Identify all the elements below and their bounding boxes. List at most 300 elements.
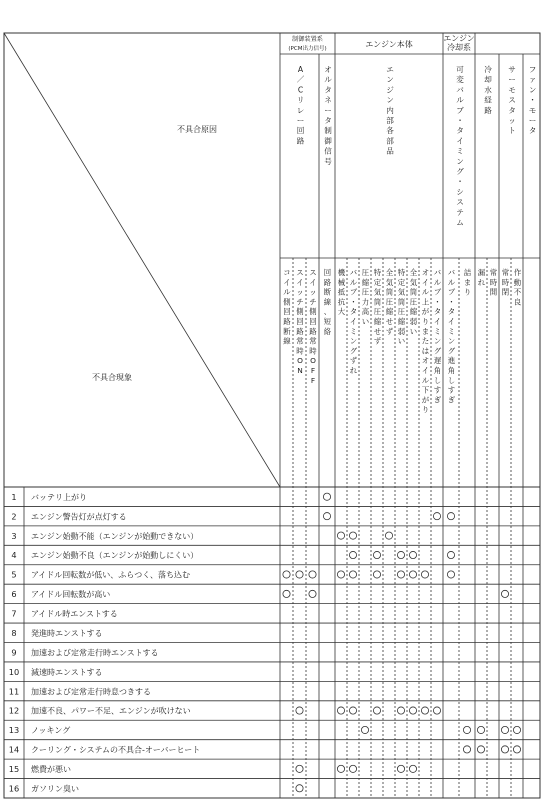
svg-text:路: 路 bbox=[309, 326, 317, 336]
svg-text:短: 短 bbox=[323, 317, 332, 326]
svg-text:筒: 筒 bbox=[409, 287, 418, 297]
svg-text:チ: チ bbox=[309, 297, 317, 307]
mark-circle bbox=[447, 571, 454, 578]
mark-circle bbox=[433, 513, 440, 520]
svg-text:全: 全 bbox=[385, 268, 394, 277]
mark-circle bbox=[513, 726, 520, 733]
svg-text:上: 上 bbox=[421, 297, 430, 307]
svg-text:経: 経 bbox=[484, 95, 492, 105]
mark-circle bbox=[296, 785, 303, 792]
svg-text:ミ: ミ bbox=[349, 326, 358, 336]
symptom-label: 加速および定常走行時息つきする bbox=[31, 687, 151, 697]
cause-label bbox=[309, 268, 317, 385]
mark-circle bbox=[309, 590, 316, 597]
symptom-label: アイドル時エンストする bbox=[31, 609, 118, 619]
svg-text:定: 定 bbox=[373, 277, 382, 287]
svg-text:断: 断 bbox=[323, 287, 332, 297]
symptom-label: 加速および定常走行時エンストする bbox=[31, 648, 159, 658]
mark-circle bbox=[349, 571, 356, 578]
symptom-label: ノッキング bbox=[31, 726, 71, 736]
cause-label bbox=[386, 268, 394, 336]
symptom-label: 燃費が悪い bbox=[31, 765, 71, 775]
svg-text:水: 水 bbox=[484, 85, 492, 95]
svg-text:高: 高 bbox=[361, 307, 370, 317]
svg-text:タ: タ bbox=[508, 105, 516, 115]
svg-text:た: た bbox=[421, 336, 430, 346]
svg-text:圧: 圧 bbox=[385, 297, 394, 307]
svg-text:オ: オ bbox=[421, 268, 430, 277]
svg-text:詰: 詰 bbox=[463, 268, 472, 277]
cause-label bbox=[296, 268, 304, 375]
cause-label bbox=[490, 268, 498, 297]
svg-text:時: 時 bbox=[501, 277, 510, 287]
svg-text:し: し bbox=[447, 375, 456, 385]
svg-text:断: 断 bbox=[283, 326, 291, 336]
svg-text:イ: イ bbox=[309, 277, 317, 287]
svg-text:部: 部 bbox=[386, 116, 394, 125]
symptom-label: 発進時エンストする bbox=[31, 628, 103, 638]
svg-text:ブ: ブ bbox=[433, 287, 442, 297]
cause-label bbox=[448, 268, 456, 404]
svg-text:・: ・ bbox=[447, 297, 456, 307]
svg-text:側: 側 bbox=[309, 307, 317, 317]
svg-text:グ: グ bbox=[433, 346, 442, 356]
svg-text:れ: れ bbox=[477, 277, 486, 287]
mark-circle bbox=[409, 765, 416, 772]
svg-text:す: す bbox=[447, 385, 456, 395]
svg-text:エ: エ bbox=[386, 65, 394, 74]
mark-circle bbox=[309, 571, 316, 578]
svg-text:タ: タ bbox=[349, 307, 358, 317]
subcolumn-label bbox=[529, 65, 537, 135]
subcolumn-label bbox=[386, 65, 394, 156]
mark-circle bbox=[337, 532, 344, 539]
mark-circle bbox=[337, 571, 344, 578]
svg-text:い: い bbox=[397, 336, 406, 346]
row-number: 9 bbox=[11, 647, 17, 658]
cause-label bbox=[362, 268, 370, 326]
symptom-label: アイドル回転数が低い、ふらつく、落ち込む bbox=[31, 570, 191, 580]
svg-text:バ: バ bbox=[433, 268, 442, 277]
svg-text:縮: 縮 bbox=[397, 317, 406, 326]
mark-circle bbox=[397, 571, 404, 578]
svg-text:タ: タ bbox=[324, 116, 332, 125]
svg-text:ン: ン bbox=[447, 336, 456, 346]
svg-text:A: A bbox=[297, 65, 304, 74]
svg-text:開: 開 bbox=[489, 287, 498, 297]
svg-text:大: 大 bbox=[337, 307, 346, 317]
mark-circle bbox=[337, 707, 344, 714]
svg-text:C: C bbox=[297, 85, 304, 95]
mark-circle bbox=[373, 571, 380, 578]
mark-circle bbox=[373, 707, 380, 714]
symptom-axis-label: 不具合現象 bbox=[92, 373, 132, 382]
svg-text:タ: タ bbox=[528, 126, 537, 136]
svg-text:・: ・ bbox=[456, 116, 464, 125]
svg-text:せ: せ bbox=[373, 326, 382, 336]
svg-text:進: 進 bbox=[447, 356, 456, 366]
svg-text:ミ: ミ bbox=[433, 326, 442, 336]
svg-text:F: F bbox=[310, 375, 316, 385]
svg-text:シ: シ bbox=[456, 187, 464, 197]
svg-text:路: 路 bbox=[484, 105, 492, 115]
svg-text:ス: ス bbox=[456, 197, 464, 207]
svg-text:弱: 弱 bbox=[397, 326, 406, 336]
svg-text:し: し bbox=[433, 375, 442, 385]
svg-text:回: 回 bbox=[296, 126, 305, 136]
mark-circle bbox=[421, 707, 428, 714]
row-number: 8 bbox=[11, 627, 17, 638]
svg-text:ミ: ミ bbox=[447, 326, 456, 336]
cause-label bbox=[434, 268, 442, 404]
svg-text:却: 却 bbox=[484, 75, 492, 85]
svg-text:絡: 絡 bbox=[323, 326, 332, 336]
svg-text:気: 気 bbox=[409, 277, 418, 287]
svg-text:レ: レ bbox=[296, 105, 305, 115]
symptom-label: バッテリ上がり bbox=[31, 492, 87, 502]
mark-circle bbox=[296, 765, 303, 772]
svg-text:せ: せ bbox=[385, 317, 394, 326]
svg-text:ネ: ネ bbox=[324, 95, 332, 105]
svg-text:路: 路 bbox=[296, 136, 305, 146]
cause-label bbox=[350, 268, 358, 375]
svg-text:常: 常 bbox=[309, 336, 317, 346]
svg-text:縮: 縮 bbox=[385, 307, 394, 317]
group-label: 冷却系 bbox=[447, 43, 471, 52]
mark-circle bbox=[349, 532, 356, 539]
svg-text:オ: オ bbox=[324, 65, 332, 74]
svg-text:バ: バ bbox=[456, 85, 464, 95]
svg-text:作: 作 bbox=[513, 268, 522, 277]
svg-text:ン: ン bbox=[386, 95, 394, 105]
svg-text:制: 制 bbox=[324, 126, 332, 136]
mark-circle bbox=[477, 746, 484, 753]
svg-text:チ: チ bbox=[296, 297, 304, 307]
mark-circle bbox=[397, 707, 404, 714]
svg-text:が: が bbox=[421, 395, 430, 405]
mark-circle bbox=[409, 571, 416, 578]
row-number: 5 bbox=[11, 569, 17, 580]
svg-text:変: 変 bbox=[456, 75, 464, 85]
svg-text:側: 側 bbox=[296, 307, 304, 317]
cause-label bbox=[514, 268, 522, 306]
svg-text:縮: 縮 bbox=[361, 277, 370, 287]
svg-text:定: 定 bbox=[397, 277, 406, 287]
mark-circle bbox=[283, 571, 290, 578]
svg-text:回: 回 bbox=[283, 307, 291, 317]
row-number: 7 bbox=[11, 608, 17, 619]
svg-text:ル: ル bbox=[456, 95, 464, 105]
svg-text:線: 線 bbox=[283, 336, 291, 346]
svg-text:グ: グ bbox=[456, 167, 464, 176]
symptom-label: 加速不良、パワー不足、エンジンが吹けない bbox=[31, 706, 191, 716]
mark-circle bbox=[421, 571, 428, 578]
group-label: エンジン bbox=[443, 34, 475, 43]
svg-text:グ: グ bbox=[349, 346, 358, 356]
svg-text:特: 特 bbox=[397, 268, 406, 277]
svg-text:ァ: ァ bbox=[528, 75, 537, 85]
row-number: 2 bbox=[11, 511, 17, 522]
svg-text:ル: ル bbox=[433, 277, 442, 287]
svg-text:ル: ル bbox=[283, 287, 291, 297]
row-number: 6 bbox=[11, 589, 17, 600]
subcolumn-label bbox=[324, 65, 332, 166]
svg-text:気: 気 bbox=[385, 277, 394, 287]
svg-text:縮: 縮 bbox=[373, 317, 382, 326]
diagonal-line bbox=[4, 33, 280, 487]
cause-label bbox=[478, 268, 486, 287]
cause-axis-label: 不具合原因 bbox=[177, 125, 217, 134]
mark-circle bbox=[349, 551, 356, 558]
svg-text:イ: イ bbox=[296, 277, 304, 287]
svg-text:角: 角 bbox=[447, 366, 456, 375]
svg-text:筒: 筒 bbox=[397, 297, 406, 307]
row-number: 12 bbox=[8, 705, 20, 716]
svg-text:時: 時 bbox=[296, 346, 304, 356]
svg-text:ジ: ジ bbox=[386, 85, 394, 95]
subcolumn-label bbox=[297, 65, 305, 145]
svg-text:械: 械 bbox=[337, 277, 346, 287]
row-number: 13 bbox=[8, 725, 20, 736]
svg-text:圧: 圧 bbox=[361, 268, 370, 277]
cause-label bbox=[502, 268, 510, 297]
svg-text:圧: 圧 bbox=[361, 287, 370, 297]
svg-text:モ: モ bbox=[508, 85, 516, 95]
svg-text:弱: 弱 bbox=[409, 317, 418, 326]
mark-circle bbox=[409, 707, 416, 714]
svg-text:す: す bbox=[433, 385, 442, 395]
svg-text:力: 力 bbox=[361, 297, 370, 307]
svg-text:ル: ル bbox=[324, 75, 332, 85]
svg-text:号: 号 bbox=[324, 156, 332, 166]
svg-text:路: 路 bbox=[323, 277, 332, 287]
svg-text:ぎ: ぎ bbox=[447, 395, 456, 405]
svg-text:閉: 閉 bbox=[501, 287, 510, 297]
mark-circle bbox=[501, 746, 508, 753]
cause-label bbox=[422, 268, 430, 414]
svg-text:常: 常 bbox=[489, 268, 498, 277]
svg-text:ッ: ッ bbox=[309, 287, 317, 297]
svg-text:イ: イ bbox=[349, 317, 358, 326]
svg-text:御: 御 bbox=[324, 136, 332, 146]
cause-label bbox=[338, 268, 346, 316]
svg-text:筒: 筒 bbox=[373, 297, 382, 307]
svg-text:常: 常 bbox=[501, 268, 510, 277]
svg-text:O: O bbox=[310, 356, 316, 366]
svg-text:品: 品 bbox=[386, 146, 394, 156]
svg-text:全: 全 bbox=[409, 268, 418, 277]
mark-circle bbox=[463, 746, 470, 753]
row-number: 10 bbox=[8, 666, 20, 677]
svg-text:ー: ー bbox=[528, 116, 537, 125]
svg-text:は: は bbox=[421, 346, 430, 356]
cause-label bbox=[398, 268, 406, 346]
svg-text:抗: 抗 bbox=[337, 297, 346, 307]
svg-text:各: 各 bbox=[386, 126, 394, 136]
symptom-label: クーリング・システムの不具合-オーバーヒート bbox=[31, 745, 201, 755]
svg-text:常: 常 bbox=[296, 336, 304, 346]
svg-text:イ: イ bbox=[421, 366, 430, 375]
row-number: 4 bbox=[11, 550, 17, 561]
mark-circle bbox=[397, 551, 404, 558]
svg-text:下: 下 bbox=[421, 385, 430, 395]
svg-text:バ: バ bbox=[349, 268, 358, 277]
svg-text:圧: 圧 bbox=[397, 307, 406, 317]
svg-text:タ: タ bbox=[324, 85, 332, 95]
svg-text:可: 可 bbox=[456, 65, 464, 74]
svg-text:時: 時 bbox=[489, 277, 498, 287]
svg-text:ー: ー bbox=[508, 75, 516, 85]
svg-text:タ: タ bbox=[447, 307, 456, 317]
svg-text:部: 部 bbox=[386, 136, 394, 146]
svg-text:遅: 遅 bbox=[433, 356, 442, 366]
cause-label bbox=[324, 268, 332, 336]
svg-text:ム: ム bbox=[456, 218, 464, 227]
row-number: 3 bbox=[11, 530, 17, 541]
symptom-label: 減速時エンストする bbox=[31, 667, 103, 677]
svg-text:ン: ン bbox=[456, 156, 464, 166]
svg-text:ー: ー bbox=[324, 105, 332, 115]
svg-text:オ: オ bbox=[421, 356, 430, 366]
svg-text:サ: サ bbox=[508, 65, 516, 74]
svg-text:タ: タ bbox=[456, 126, 464, 136]
svg-text:機: 機 bbox=[337, 268, 346, 277]
symptom-label: エンジン始動不良（エンジンが始動しにくい） bbox=[31, 551, 199, 561]
mark-circle bbox=[501, 590, 508, 597]
mark-circle bbox=[501, 726, 508, 733]
mark-circle bbox=[323, 493, 330, 500]
svg-text:ま: ま bbox=[421, 326, 430, 336]
mark-circle bbox=[361, 726, 368, 733]
symptom-label: アイドル回転数が高い bbox=[31, 590, 111, 600]
svg-text:良: 良 bbox=[513, 297, 522, 307]
svg-text:り: り bbox=[421, 317, 430, 326]
svg-text:ブ: ブ bbox=[456, 105, 464, 115]
svg-text:バ: バ bbox=[447, 268, 456, 277]
svg-text:F: F bbox=[310, 366, 316, 375]
svg-text:線: 線 bbox=[323, 297, 332, 307]
svg-text:ス: ス bbox=[296, 268, 304, 277]
svg-text:れ: れ bbox=[349, 366, 358, 375]
mark-circle bbox=[296, 571, 303, 578]
svg-text:特: 特 bbox=[373, 268, 382, 277]
svg-text:・: ・ bbox=[349, 297, 358, 307]
mark-circle bbox=[349, 707, 356, 714]
svg-text:モ: モ bbox=[528, 105, 537, 115]
svg-text:角: 角 bbox=[433, 366, 442, 375]
svg-text:イ: イ bbox=[456, 136, 464, 146]
svg-text:筒: 筒 bbox=[385, 287, 394, 297]
svg-text:イ: イ bbox=[447, 317, 456, 326]
svg-text:ン: ン bbox=[433, 336, 442, 346]
svg-text:信: 信 bbox=[324, 146, 332, 156]
mark-circle bbox=[433, 707, 440, 714]
row-number: 15 bbox=[8, 764, 20, 775]
svg-text:い: い bbox=[409, 326, 418, 336]
svg-text:ぎ: ぎ bbox=[433, 395, 442, 405]
svg-text:ず: ず bbox=[349, 356, 358, 366]
svg-text:回: 回 bbox=[309, 317, 317, 326]
mark-circle bbox=[373, 551, 380, 558]
svg-text:ル: ル bbox=[447, 277, 456, 287]
group-label: エンジン本体 bbox=[365, 40, 413, 49]
cause-label bbox=[464, 268, 472, 297]
mark-circle bbox=[337, 765, 344, 772]
svg-text:ル: ル bbox=[421, 287, 430, 297]
svg-text:グ: グ bbox=[447, 346, 456, 356]
svg-text:冷: 冷 bbox=[484, 65, 492, 74]
svg-text:ン: ン bbox=[528, 85, 537, 95]
mark-circle bbox=[447, 513, 454, 520]
svg-text:イ: イ bbox=[421, 277, 430, 287]
svg-text:イ: イ bbox=[283, 277, 291, 287]
svg-text:、: 、 bbox=[323, 307, 332, 317]
mark-circle bbox=[477, 726, 484, 733]
svg-text:り: り bbox=[463, 287, 472, 297]
symptom-label: ガソリン臭い bbox=[31, 784, 79, 794]
cause-label bbox=[283, 268, 291, 346]
svg-text:コ: コ bbox=[283, 268, 291, 277]
svg-text:い: い bbox=[361, 317, 370, 326]
svg-text:ッ: ッ bbox=[508, 116, 516, 125]
svg-text:ッ: ッ bbox=[296, 287, 304, 297]
svg-text:側: 側 bbox=[283, 297, 291, 307]
mark-circle bbox=[447, 551, 454, 558]
svg-text:抵: 抵 bbox=[337, 287, 346, 297]
svg-text:ず: ず bbox=[373, 336, 382, 346]
svg-text:ミ: ミ bbox=[456, 146, 464, 156]
svg-text:イ: イ bbox=[433, 317, 442, 326]
svg-text:ス: ス bbox=[508, 95, 516, 105]
svg-text:ブ: ブ bbox=[447, 287, 456, 297]
mark-circle bbox=[409, 551, 416, 558]
svg-text:O: O bbox=[297, 356, 303, 366]
svg-text:時: 時 bbox=[309, 346, 317, 356]
svg-text:回: 回 bbox=[323, 268, 332, 277]
svg-text:ー: ー bbox=[296, 116, 305, 125]
svg-text:／: ／ bbox=[296, 75, 305, 85]
svg-text:・: ・ bbox=[528, 95, 537, 105]
svg-text:動: 動 bbox=[513, 277, 522, 287]
svg-text:ン: ン bbox=[386, 75, 394, 85]
svg-text:・: ・ bbox=[433, 297, 442, 307]
svg-text:ル: ル bbox=[349, 277, 358, 287]
svg-text:路: 路 bbox=[296, 326, 304, 336]
svg-text:ず: ず bbox=[385, 326, 394, 336]
row-number: 16 bbox=[8, 783, 20, 794]
svg-text:ル: ル bbox=[421, 375, 430, 385]
subcolumn-label bbox=[484, 64, 492, 115]
mark-circle bbox=[397, 765, 404, 772]
svg-text:気: 気 bbox=[373, 287, 382, 297]
svg-text:圧: 圧 bbox=[373, 307, 382, 317]
svg-text:路: 路 bbox=[283, 317, 291, 326]
svg-text:ブ: ブ bbox=[349, 287, 358, 297]
svg-text:漏: 漏 bbox=[477, 268, 486, 277]
row-number: 14 bbox=[8, 744, 20, 755]
mark-circle bbox=[385, 532, 392, 539]
svg-text:圧: 圧 bbox=[409, 297, 418, 307]
cause-label bbox=[410, 268, 418, 336]
svg-text:が: が bbox=[421, 307, 430, 317]
svg-text:ス: ス bbox=[309, 268, 317, 277]
row-number: 11 bbox=[8, 686, 20, 697]
mark-circle bbox=[296, 707, 303, 714]
row-number: 1 bbox=[11, 491, 17, 502]
svg-text:縮: 縮 bbox=[409, 307, 418, 317]
cause-label bbox=[374, 268, 382, 346]
svg-text:内: 内 bbox=[386, 105, 394, 115]
